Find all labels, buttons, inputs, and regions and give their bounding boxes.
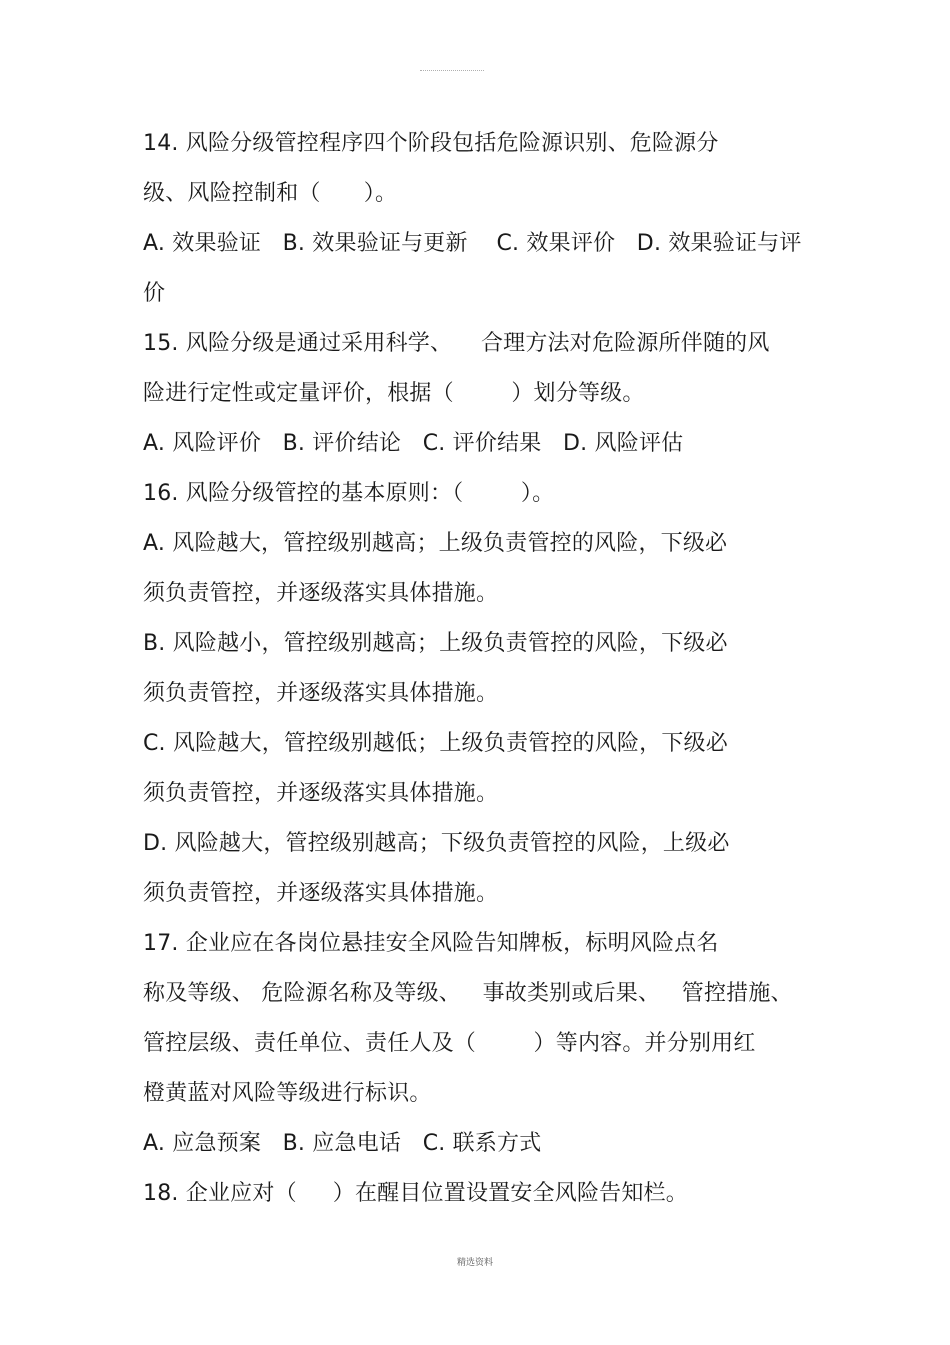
header-rule bbox=[420, 70, 484, 71]
question-14-options-line-2: 价 bbox=[143, 281, 166, 306]
question-16-option-c-line-2: 须负责管控，并逐级落实具体措施。 bbox=[143, 781, 499, 806]
question-16-option-b-line-1: B. 风险越小，管控级别越高；上级负责管控的风险，下级必 bbox=[143, 631, 728, 656]
question-16-option-a-line-1: A. 风险越大，管控级别越高；上级负责管控的风险，下级必 bbox=[143, 531, 728, 556]
question-18-line-1: 18. 企业应对（ ）在醒目位置设置安全风险告知栏。 bbox=[143, 1181, 688, 1206]
question-14-line-1: 14. 风险分级管控程序四个阶段包括危险源识别、危险源分 bbox=[143, 131, 719, 156]
question-17-line-4: 橙黄蓝对风险等级进行标识。 bbox=[143, 1081, 432, 1106]
question-16-line-1: 16. 风险分级管控的基本原则：（ ）。 bbox=[143, 481, 555, 506]
question-14-options-line-1: A. 效果验证 B. 效果验证与更新 C. 效果评价 D. 效果验证与评 bbox=[143, 231, 802, 256]
question-16-option-d-line-1: D. 风险越大，管控级别越高；下级负责管控的风险，上级必 bbox=[143, 831, 730, 856]
question-16-option-c-line-1: C. 风险越大，管控级别越低；上级负责管控的风险，下级必 bbox=[143, 731, 728, 756]
question-17-line-2: 称及等级、 危险源名称及等级、 事故类别或后果、 管控措施、 bbox=[143, 981, 793, 1006]
question-15-line-2: 险进行定性或定量评价，根据（ ）划分等级。 bbox=[143, 381, 645, 406]
question-15-line-1: 15. 风险分级是通过采用科学、 合理方法对危险源所伴随的风 bbox=[143, 331, 770, 356]
question-15-options: A. 风险评价 B. 评价结论 C. 评价结果 D. 风险评估 bbox=[143, 431, 684, 456]
page-footer: 精选资料 bbox=[456, 1258, 493, 1268]
question-14-line-2: 级、风险控制和（ ）。 bbox=[143, 181, 398, 206]
question-16-option-a-line-2: 须负责管控，并逐级落实具体措施。 bbox=[143, 581, 499, 606]
question-16-option-d-line-2: 须负责管控，并逐级落实具体措施。 bbox=[143, 881, 499, 906]
question-17-line-1: 17. 企业应在各岗位悬挂安全风险告知牌板，标明风险点名 bbox=[143, 931, 719, 956]
question-17-options: A. 应急预案 B. 应急电话 C. 联系方式 bbox=[143, 1131, 542, 1156]
question-16-option-b-line-2: 须负责管控，并逐级落实具体措施。 bbox=[143, 681, 499, 706]
question-17-line-3: 管控层级、责任单位、责任人及（ ）等内容。并分别用红 bbox=[143, 1031, 756, 1056]
